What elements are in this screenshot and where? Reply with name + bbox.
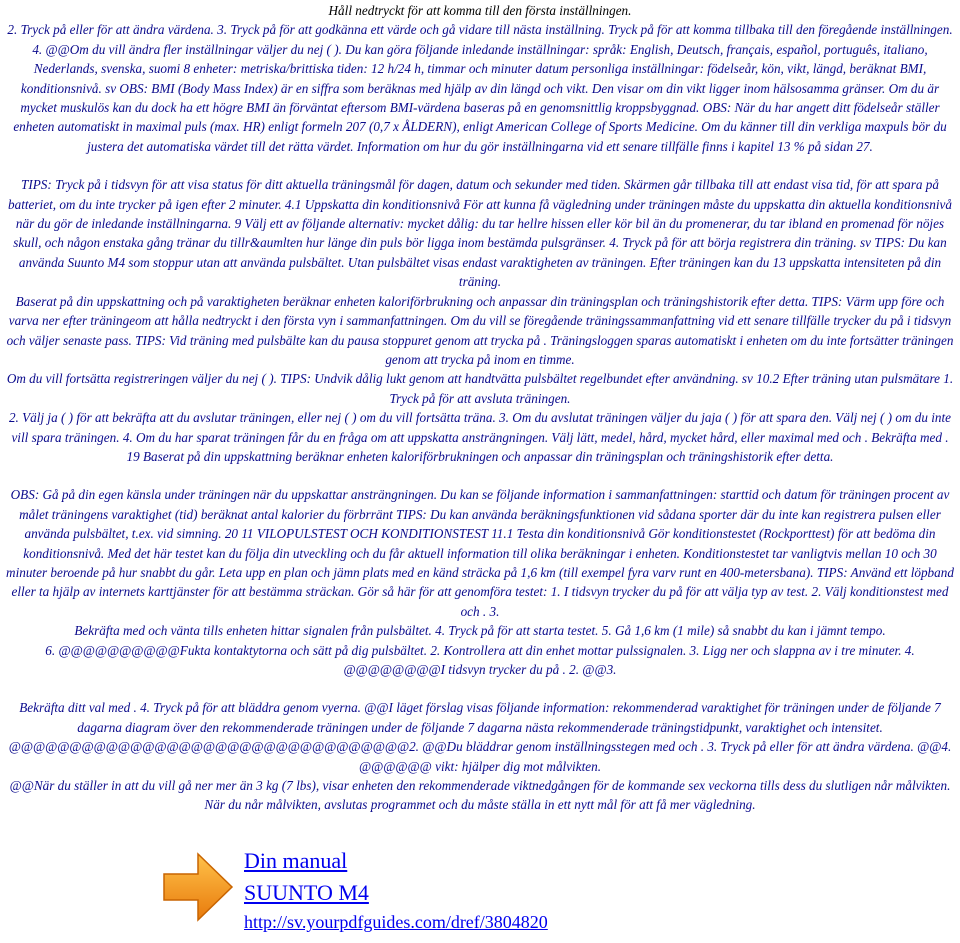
paragraph-line: 6. @@@@@@@@@@Fukta kontaktytorna och sätt på dig pulsbältet. 2. Kontrollera att din enhet mottar pulssignalen. 3. Ligg ner och slappna av i tre minuter. 4. @@@@@@@@I tidsvyn trycker du på . 2. @@3. (45, 642, 915, 677)
manual-footer (158, 848, 718, 940)
paragraph-line: OBS: Gå på din egen känsla under träningen när du uppskattar ansträngningen. Du kan se följande information i sammanfattningen: starttid och datum för träningen procent av målet träningens varaktighet (tid) beräknat antal kalorier du förbrränt TIPS: Du kan använda beräkningsfunktionen vid sådana sporter där du inte kan registrera pulsen eller använda pulsbältet, t.ex. vid simning. 20 11 VILOPULSTEST OCH KONDITIONSTEST 11.1 Testa din konditionsnivå Gör konditionstestet (Rockporttest) för att bedöma din konditionsnivå. Med det här testet kan du följa din utveckling och du får aktuell information till olika beräkningar i enheten. Konditionstestet tar vanligtvis mellan 10 och 30 minuter beroende på hur snabbt du går. Leta upp en plan och jämn plats med en känd sträcka på 1,6 km (till exempel fyra varv runt en 400-metersbana). TIPS: Använd ett löpband eller ta hjälp av internets karttjänster för att bestämma sträckan. Gör så här för att genomföra testet: 1. I tidsvyn trycker du på för att välja typ av test. 2. Välj konditionstest med och . 3. (6, 487, 954, 619)
paragraph-line: TIPS: Tryck på i tidsvyn för att visa status för ditt aktuella träningsmål för dagen, datum och sekunder med tiden. Skärmen går tillbaka till att endast visa tid, för att spara på batteriet, om du inte trycker på igen efter 2 minuter. 4.1 Uppskatta din konditionsnivå För att kunna få vägledning under träningen måste du uppskatta din aktuella konditionsnivå när du gör de inledande inställningarna. 9 Välj ett av följande alternativ: mycket dålig: du tar hellre hissen eller kör bil än du promenerar, du tar ibland en promenad för nöjes skull, och någon enstaka gång tränar du tillr&aumlten hur länge din puls bör ligga inom bestämda pulsgränser. 4. Tryck på för att börja registrera din träning. sv TIPS: Du kan använda Suunto M4 som stoppur utan att använda pulsbältet. Utan pulsbältet visas endast varaktigheten av träningen. Efter träningen kan du 13 uppskatta intensiteten på din träning. (8, 177, 952, 290)
paragraph-line: Om du vill fortsätta registreringen väljer du nej ( ). TIPS: Undvik dålig lukt genom att handtvätta pulsbältet regelbundet efter användning. sv 10.2 Efter träning utan pulsmätare 1. Tryck på för att avsluta träningen. (6, 371, 954, 406)
paragraph-line: Bekräfta ditt val med . 4. Tryck på för att bläddra genom vyerna. @@I läget förslag visas följande information: rekommenderad varaktighet för träningen under de följande 7 dagarna diagram över den rekommenderade träningen under de följande 7 dagarna nästa rekommenderade träningstidpunkt, varaktighet och intensitet. @@@@@@@@@@@@@@@@@@@@@@@@@@@@@@@@@2. @@Du bläddrar genom inställningsstegen med och . 3. Tryck på eller för att ändra värdena. @@4. @@@@@@ vikt: hjälper dig mot målvikten. (8, 700, 952, 774)
manual-link[interactable]: Din manual (244, 848, 348, 873)
paragraph-line: Baserat på din uppskattning och på varaktigheten beräknar enheten kaloriförbrukning och anpassar din träningsplan och träningshistorik efter detta. TIPS: Värm upp före och varva ner efter träningeom att hålla nedtryckt i den första vyn i sammanfattningen. Om du vill se föregående träningssammanfattning vid ett senare tillfälle trycker du på i tidsvyn och väljer senaste pass. TIPS: Vid träning med pulsbälte kan du pausa stoppuret genom att trycka på . Träningsloggen sparas automatiskt i enheten om du inte fortsätter träningen genom att trycka på inom en timme. (6, 293, 954, 367)
arrow-icon (158, 848, 236, 926)
paragraph-line: @@När du ställer in att du vill gå ner mer än 3 kg (7 lbs), visar enheten den rekommenderade viktnedgången för de kommande sex veckorna tills dess du slutligen når målvikten. När du når målvikten, avslutas programmet och du måste ställa in ett nytt mål för att få mer vägledning. (9, 778, 951, 813)
paragraph-line: 4. @@Om du vill ändra fler inställningar väljer du nej ( ). Du kan göra följande inledande inställningar: språk: English, Deutsch, français, español, português, italiano, Nederlands, svenska, suomi 8 enheter: metriska/brittiska tiden: 12 h/24 h, timmar och minuter datum personliga inställningar: födelseår, kön, vikt, längd, beräknat BMI, konditionsnivå. sv OBS: BMI (Body Mass Index) är en siffra som beräknas med hjälp av din längd och vikt. Den visar om din vikt ligger inom hälsosamma gränser. Om du är mycket muskulös kan du dock ha ett högre BMI än förväntat eftersom BMI-värdena baseras på en genomsnittlig kroppsbyggnad. OBS: När du har angett ditt födelseår ställer enheten automatiskt in maximal puls (max. HR) enligt formeln 207 (0,7 x ÅLDERN), enligt American College of Sports Medicine. Om du känner till din verkliga maxpuls bör du justera det automatiska värdet till det rätta värdet. Information om hur du gör inställningarna vid ett senare tillfälle finns i kapitel 13 % på sidan 27. (13, 41, 947, 154)
product-link[interactable]: SUUNTO M4 (244, 880, 369, 905)
paragraph-line: 2. Tryck på eller för att ändra värdena. 3. Tryck på för att godkänna ett värde och gå vidare till nästa inställning. Tryck på för att komma tillbaka till den föregående inställningen. (7, 22, 953, 38)
paragraph-line: Bekräfta med och vänta tills enheten hittar signalen från pulsbältet. 4. Tryck på för att starta testet. 5. Gå 1,6 km (1 mile) så snabbt du kan i jämnt tempo. (74, 623, 886, 639)
paragraph-line: 2. Välj ja ( ) för att bekräfta att du avslutar träningen, eller nej ( ) om du vill fortsätta träna. 3. Om du avslutat träningen väljer du jaja ( ) för att spara den. Välj nej ( ) om du inte vill spara träningen. 4. Om du har sparat träningen får du en fråga om att uppskatta ansträngningen. Välj lätt, medel, hård, mycket hård, eller maximal med och . Bekräfta med . 19 Baserat på din uppskattning beräknar enheten kaloriförbrukningen och anpassar din träningsplan och träningshistorik efter detta. (8, 410, 952, 464)
paragraph-line: Håll nedtryckt för att komma till den första inställningen. (328, 3, 632, 18)
url-link[interactable]: http://sv.yourpdfguides.com/dref/3804820 (244, 912, 548, 932)
